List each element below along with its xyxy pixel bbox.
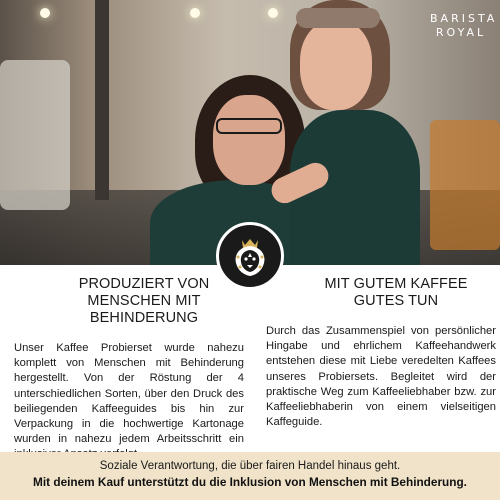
left-body: Unser Kaffee Probierset wurde nahezu komplett von Menschen mit Behinderung hergestellt. Von der Röstung der 4 unterschiedlichen Sorten, über den Druck des beiliegenden Kaffeeguides bis hin zur Verpackung in die hochwertige Kartonage wurden in nahezu jedem Arbeitsschritt ein (14, 342, 244, 446)
left-heading-line2: MENSCHEN MIT BEHINDERUNG (87, 293, 201, 326)
right-heading-line2: GUTES TUN (353, 293, 439, 309)
person-right-face (300, 20, 372, 110)
right-column (266, 276, 496, 430)
right-heading-line1: MIT GUTEM KAFFEE (324, 276, 468, 292)
ceiling-light (40, 8, 50, 18)
left-heading-line1: PRODUZIERT VON (78, 276, 210, 292)
ceiling-light (268, 8, 278, 18)
brand-line2: ROYAL (435, 26, 487, 39)
person-left-glasses (216, 118, 282, 134)
roaster-machine (0, 60, 70, 210)
person-left-face (213, 95, 285, 185)
background-pipe (95, 0, 109, 200)
footer-strip (0, 452, 500, 500)
ceiling-light (190, 8, 200, 18)
left-column (14, 276, 244, 463)
footer-line2: Mit deinem Kauf unterstützt du die Inklusion von Menschen mit Behinderung. (33, 475, 467, 489)
right-body: Durch das Zusammenspiel von persönlicher Hingabe und ehrlichem Kaffeehandwerk entstehen diese mit Liebe veredelten Kaffees unseres Probiersets. Begleitet wird der praktische Weg zum Kaffeeliebhaber bzw. zur Kaffeeliebhaberin von einem vielseitigen Kaffeguide. (266, 325, 496, 429)
left-heading (14, 276, 244, 327)
coffee-bags (430, 120, 500, 250)
person-right-headband (296, 8, 380, 28)
right-heading (266, 276, 496, 310)
footer-line1: Soziale Verantwortung, die über fairen Handel hinaus geht. (99, 460, 401, 472)
brand-logo (430, 12, 498, 40)
brand-line1: BARISTA (430, 12, 498, 25)
